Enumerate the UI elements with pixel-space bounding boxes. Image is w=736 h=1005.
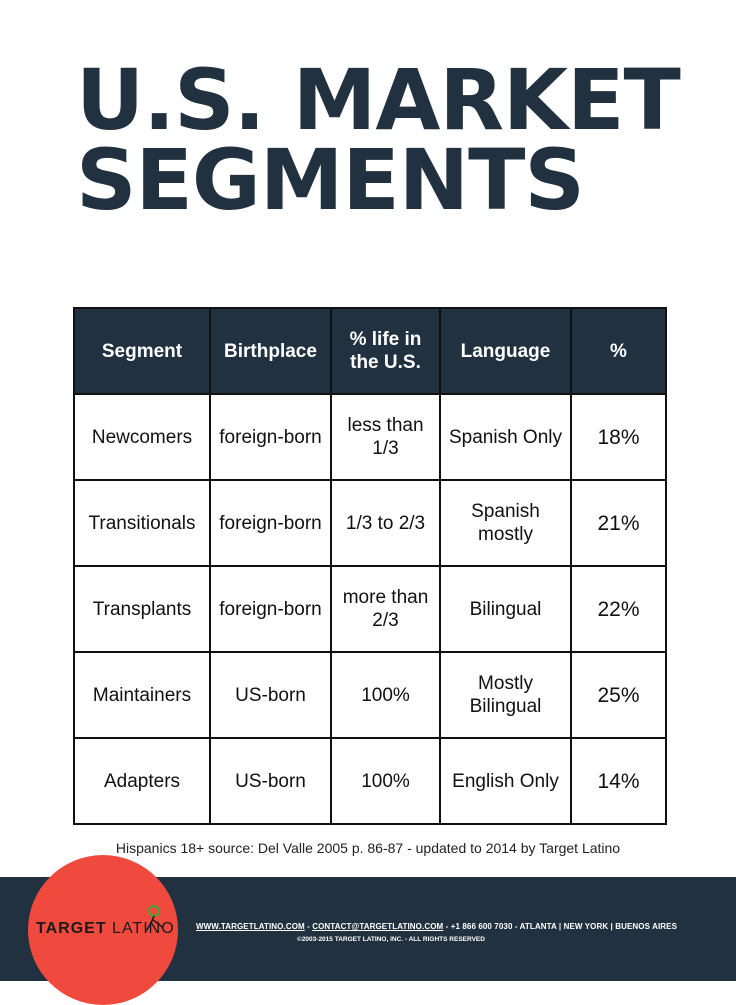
cell-segment: Newcomers — [74, 394, 210, 480]
table-row — [74, 480, 666, 566]
website-link[interactable]: WWW.TARGETLATINO.COM — [196, 922, 305, 931]
cell-life-in-us: 100% — [331, 738, 440, 824]
source-note: Hispanics 18+ source: Del Valle 2005 p. 86-87 - updated to 2014 by Target Latino — [115, 840, 621, 856]
cell-language: Spanish Only — [440, 394, 571, 480]
cell-birthplace: US-born — [210, 738, 331, 824]
cell-language: Bilingual — [440, 566, 571, 652]
cell-percent: 25% — [571, 652, 666, 738]
cell-language: English Only — [440, 738, 571, 824]
title-line-2: SEGMENTS — [76, 131, 584, 229]
market-segments-table — [73, 307, 667, 825]
cell-birthplace: foreign-born — [210, 394, 331, 480]
cell-segment: Maintainers — [74, 652, 210, 738]
cell-segment: Transplants — [74, 566, 210, 652]
page-title — [76, 51, 716, 229]
footer-contact-line: WWW.TARGETLATINO.COM - CONTACT@TARGETLATINO.COM - +1 866 600 7030 - ATLANTA | NEW YORK | BUENOS AIRES — [196, 922, 678, 931]
cell-life-in-us: less than 1/3 — [331, 394, 440, 480]
table-row — [74, 394, 666, 480]
cell-language: Mostly Bilingual — [440, 652, 571, 738]
cell-segment: Transitionals — [74, 480, 210, 566]
cell-percent: 21% — [571, 480, 666, 566]
cell-language: Spanish mostly — [440, 480, 571, 566]
logo-word-target: TARGET — [36, 920, 107, 937]
cell-birthplace: foreign-born — [210, 480, 331, 566]
cell-birthplace: foreign-born — [210, 566, 331, 652]
table-row — [74, 738, 666, 824]
phone-and-offices: +1 866 600 7030 - ATLANTA | NEW YORK | BUENOS AIRES — [450, 922, 678, 931]
table-row — [74, 566, 666, 652]
table-row — [74, 652, 666, 738]
header-life-in-us: % life in the U.S. — [331, 308, 440, 394]
cell-segment: Adapters — [74, 738, 210, 824]
cell-birthplace: US-born — [210, 652, 331, 738]
cell-life-in-us: 100% — [331, 652, 440, 738]
cell-percent: 18% — [571, 394, 666, 480]
header-language: Language — [440, 308, 571, 394]
cell-life-in-us: 1/3 to 2/3 — [331, 480, 440, 566]
logo-word-latino: LATINO — [112, 920, 175, 937]
copyright-line: ©2003-2015 TARGET LATINO, INC. - ALL RIGHTS RESERVED — [297, 936, 485, 943]
table-header-row — [74, 308, 666, 394]
cell-percent: 22% — [571, 566, 666, 652]
title-line-1: U.S. MARKET — [76, 51, 680, 149]
cell-life-in-us: more than 2/3 — [331, 566, 440, 652]
email-link[interactable]: CONTACT@TARGETLATINO.COM — [312, 922, 444, 931]
header-percent: % — [571, 308, 666, 394]
header-segment: Segment — [74, 308, 210, 394]
cell-percent: 14% — [571, 738, 666, 824]
logo-figure-icon — [143, 904, 165, 934]
header-birthplace: Birthplace — [210, 308, 331, 394]
